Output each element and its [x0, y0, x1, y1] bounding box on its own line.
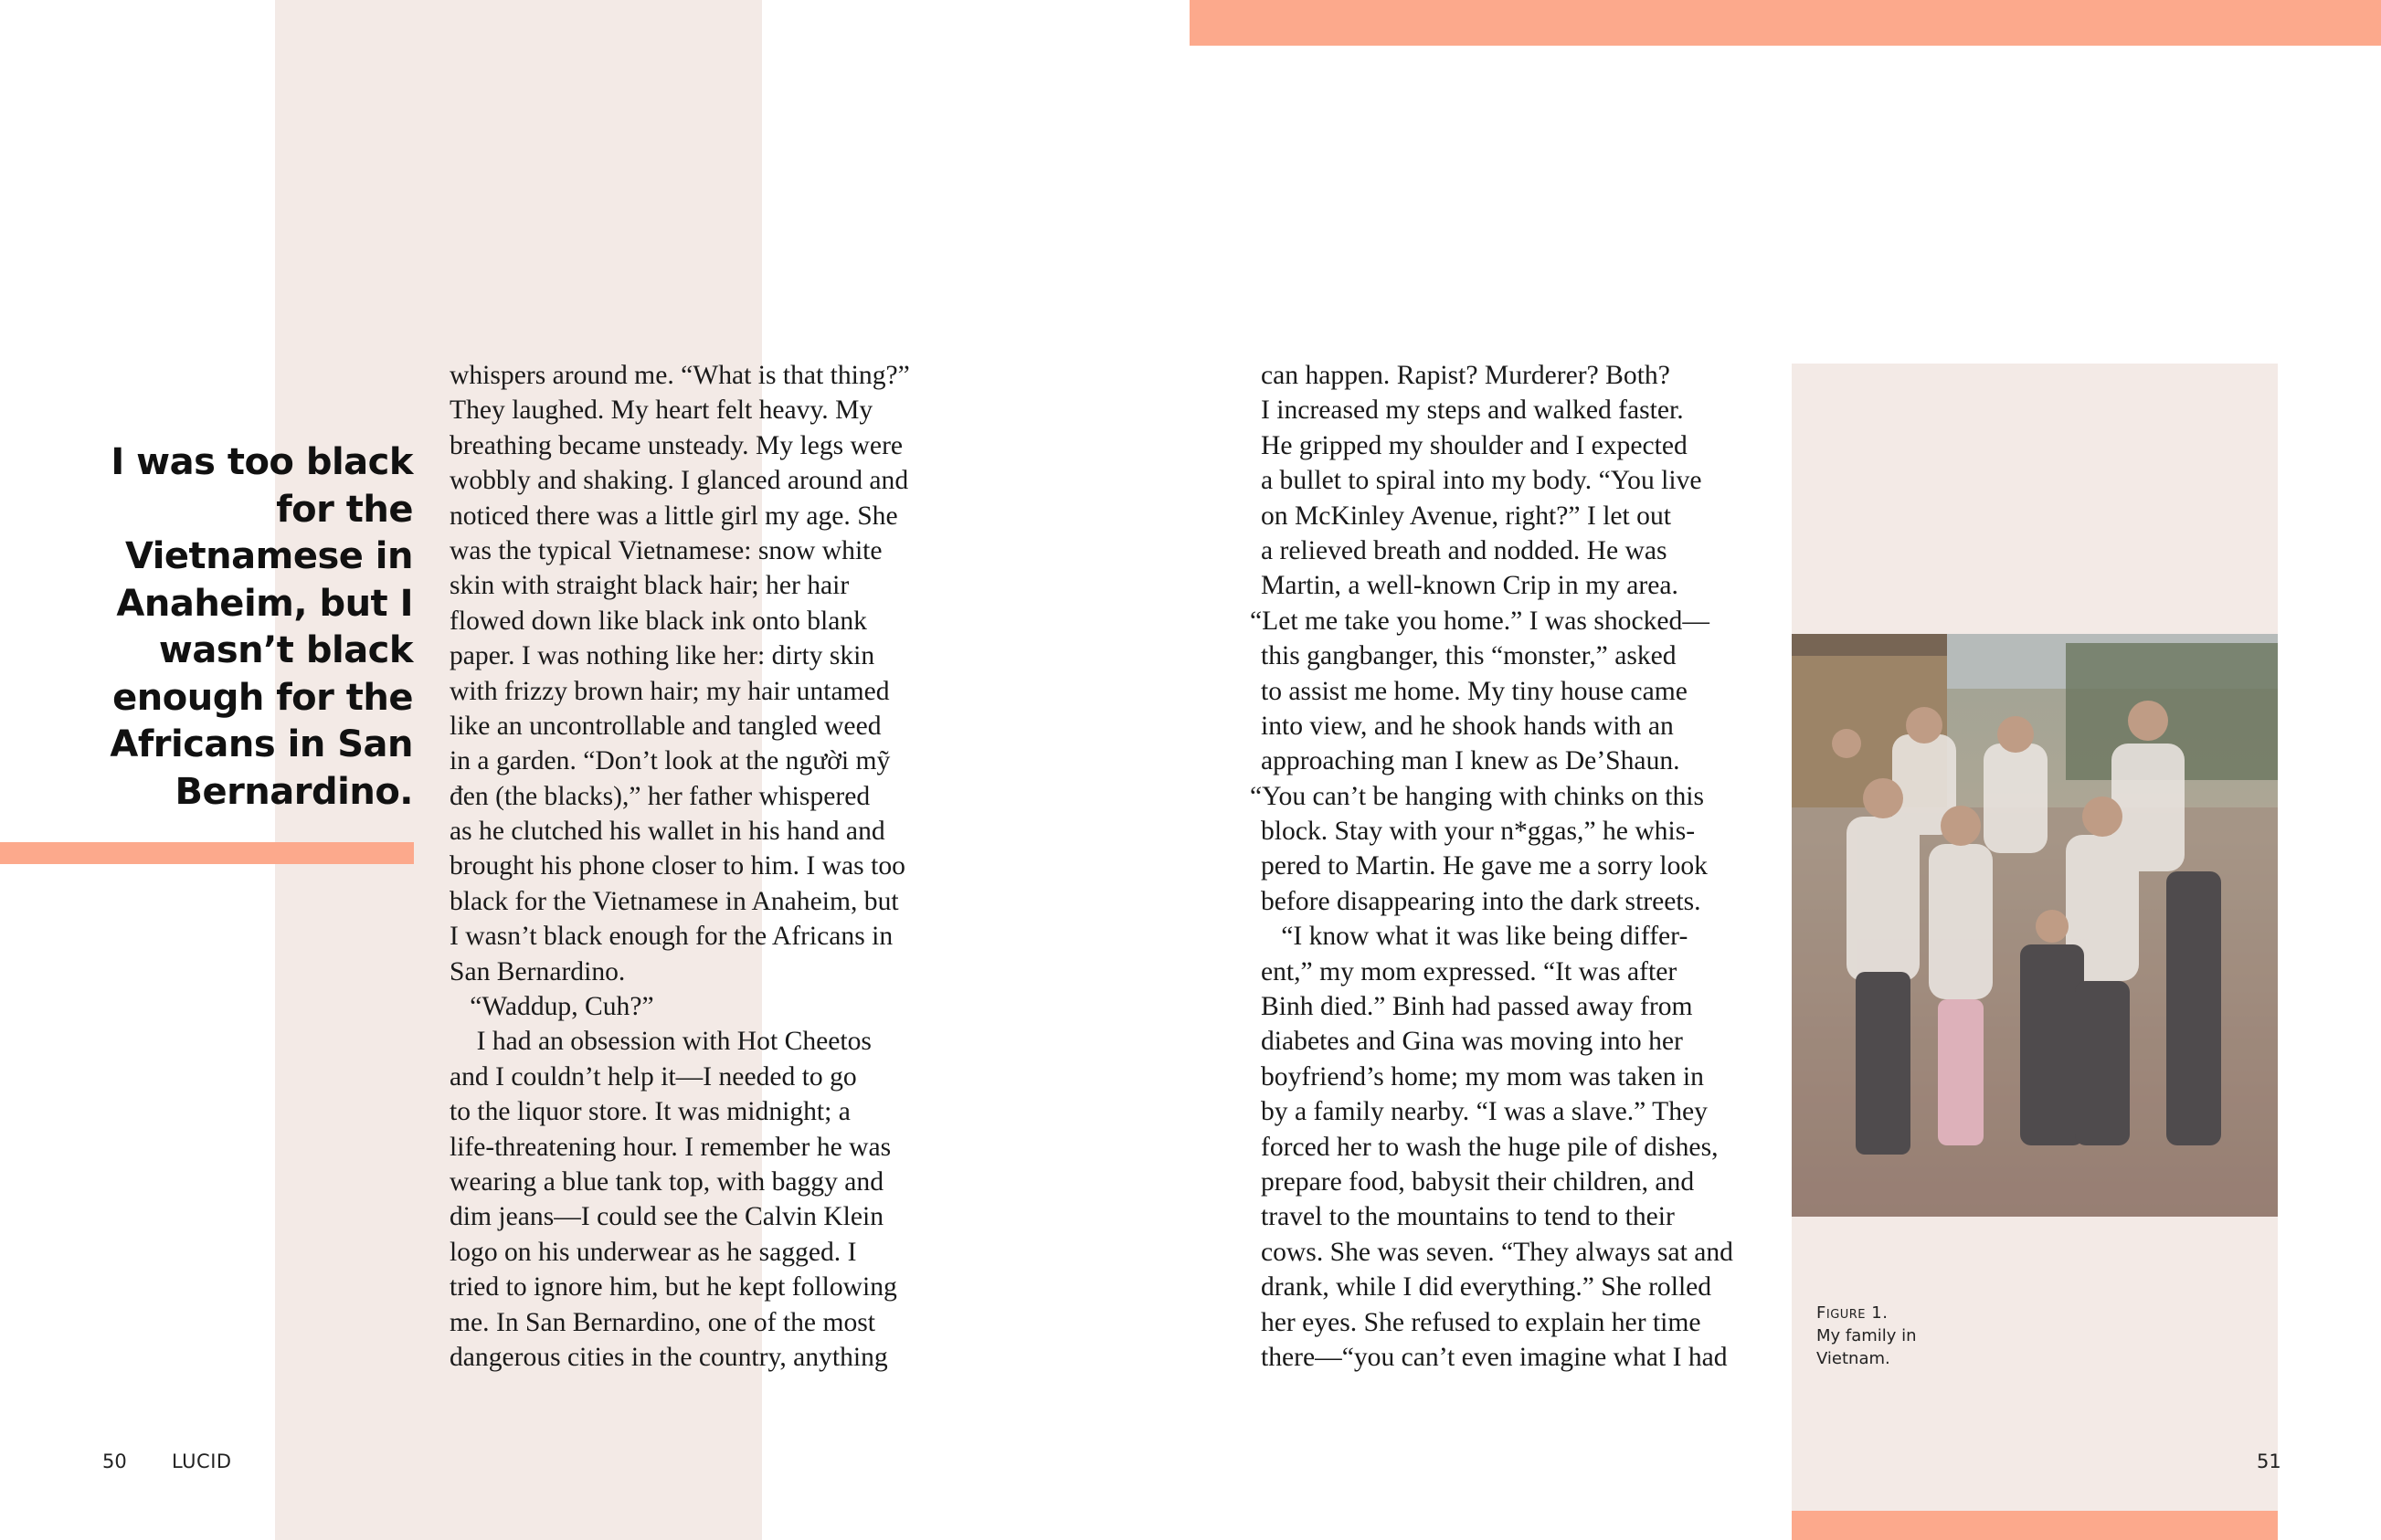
text-line: cows. She was seven. “They always sat and	[1261, 1237, 1733, 1267]
text-line: “You can’t be hanging with chinks on this	[1250, 781, 1705, 811]
text-line: with frizzy brown hair; my hair untamed	[450, 676, 890, 706]
text-line: approaching man I knew as De’Shaun.	[1261, 746, 1680, 776]
text-line: in a garden. “Don’t look at the người mỹ	[450, 746, 891, 776]
text-line: as he clutched his wallet in his hand and	[450, 817, 885, 847]
text-line: her eyes. She refused to explain her time	[1261, 1307, 1701, 1337]
text-line: brought his phone closer to him. I was too	[450, 851, 905, 881]
text-line: dim jeans—I could see the Calvin Klein	[450, 1202, 884, 1232]
text-line: life-threatening hour. I remember he was	[450, 1132, 892, 1162]
text-line: skin with straight black hair; her hair	[450, 571, 850, 601]
text-line: into view, and he shook hands with an	[1261, 711, 1674, 741]
text-line: He gripped my shoulder and I expected	[1261, 430, 1688, 460]
pull-quote-accent-bar	[0, 842, 414, 864]
family-photo	[1792, 634, 2278, 1217]
text-line: me. In San Bernardino, one of the most	[450, 1307, 876, 1337]
text-line: diabetes and Gina was moving into her	[1261, 1027, 1683, 1057]
text-line: there—“you can’t even imagine what I had	[1261, 1342, 1728, 1372]
text-line: block. Stay with your n*ggas,” he whis-	[1261, 817, 1696, 847]
text-line: flowed down like black ink onto blank	[450, 606, 867, 636]
text-line: a relieved breath and nodded. He was	[1261, 535, 1667, 565]
figure-caption	[1816, 1302, 1917, 1370]
text-line: đen (the blacks),” her father whispered	[450, 781, 871, 811]
text-line: drank, while I did everything.” She rolled	[1261, 1272, 1712, 1303]
text-line: “Let me take you home.” I was shocked—	[1250, 606, 1709, 636]
text-line: noticed there was a little girl my age. She	[450, 501, 898, 531]
page-number-right: 51	[2257, 1450, 2281, 1472]
text-line: by a family nearby. “I was a slave.” They	[1261, 1097, 1708, 1127]
text-line: San Bernardino.	[450, 956, 626, 986]
text-line: Martin, a well-known Crip in my area.	[1261, 571, 1678, 601]
caption-line: Vietnam.	[1816, 1349, 1890, 1368]
body-column-left	[450, 358, 910, 1375]
text-line: this gangbanger, this “monster,” asked	[1261, 641, 1677, 671]
text-line: I wasn’t black enough for the Africans in	[450, 922, 894, 952]
text-line: tried to ignore him, but he kept following	[450, 1272, 897, 1303]
text-line: logo on his underwear as he sagged. I	[450, 1237, 857, 1267]
text-line: a bullet to spiral into my body. “You live	[1261, 466, 1702, 496]
text-line: They laughed. My heart felt heavy. My	[450, 396, 873, 426]
body-column-right	[1250, 358, 1733, 1375]
bottom-accent-bar	[1792, 1511, 2278, 1540]
text-line: before disappearing into the dark streets.	[1261, 886, 1701, 916]
text-line: pered to Martin. He gave me a sorry look	[1261, 851, 1708, 881]
text-line: can happen. Rapist? Murderer? Both?	[1261, 361, 1670, 390]
text-line: black for the Vietnamese in Anaheim, but	[450, 886, 899, 916]
text-line: to the liquor store. It was midnight; a	[450, 1097, 851, 1127]
text-line: wobbly and shaking. I glanced around and	[450, 466, 909, 496]
text-line: on McKinley Avenue, right?” I let out	[1261, 501, 1671, 531]
family-photo-illustration	[1792, 634, 2278, 1217]
photo-haze	[1792, 634, 2278, 1217]
text-line: ent,” my mom expressed. “It was after	[1261, 956, 1677, 986]
text-line: and I couldn’t help it—I needed to go	[450, 1061, 857, 1092]
top-accent-bar	[1190, 0, 2381, 46]
magazine-name: LUCID	[172, 1450, 232, 1472]
text-line: I had an obsession with Hot Cheetos	[450, 1027, 872, 1057]
pull-quote: I was too black for the Vietnamese in Anaheim, but I wasn’t black enough for the Africans in San Bernardino.	[110, 441, 413, 813]
figure-label: Figure 1.	[1816, 1303, 1889, 1323]
caption-line: My family in	[1816, 1326, 1917, 1345]
text-line: to assist me home. My tiny house came	[1261, 676, 1688, 706]
text-line: “Waddup, Cuh?”	[450, 992, 654, 1022]
text-line: whispers around me. “What is that thing?”	[450, 361, 910, 390]
text-line: Binh died.” Binh had passed away from	[1261, 992, 1693, 1022]
text-line: “I know what it was like being differ-	[1261, 922, 1688, 952]
text-line: travel to the mountains to tend to their	[1261, 1202, 1675, 1232]
text-line: prepare food, babysit their children, and	[1261, 1166, 1695, 1197]
page-number-left: 50	[102, 1450, 127, 1472]
text-line: boyfriend’s home; my mom was taken in	[1261, 1061, 1704, 1092]
text-line: dangerous cities in the country, anything	[450, 1342, 888, 1372]
text-line: breathing became unsteady. My legs were	[450, 430, 904, 460]
text-line: forced her to wash the huge pile of dishes,	[1261, 1132, 1719, 1162]
text-line: I increased my steps and walked faster.	[1261, 396, 1684, 426]
text-line: like an uncontrollable and tangled weed	[450, 711, 882, 741]
text-line: paper. I was nothing like her: dirty skin	[450, 641, 875, 671]
text-line: wearing a blue tank top, with baggy and	[450, 1166, 884, 1197]
text-line: was the typical Vietnamese: snow white	[450, 535, 883, 565]
